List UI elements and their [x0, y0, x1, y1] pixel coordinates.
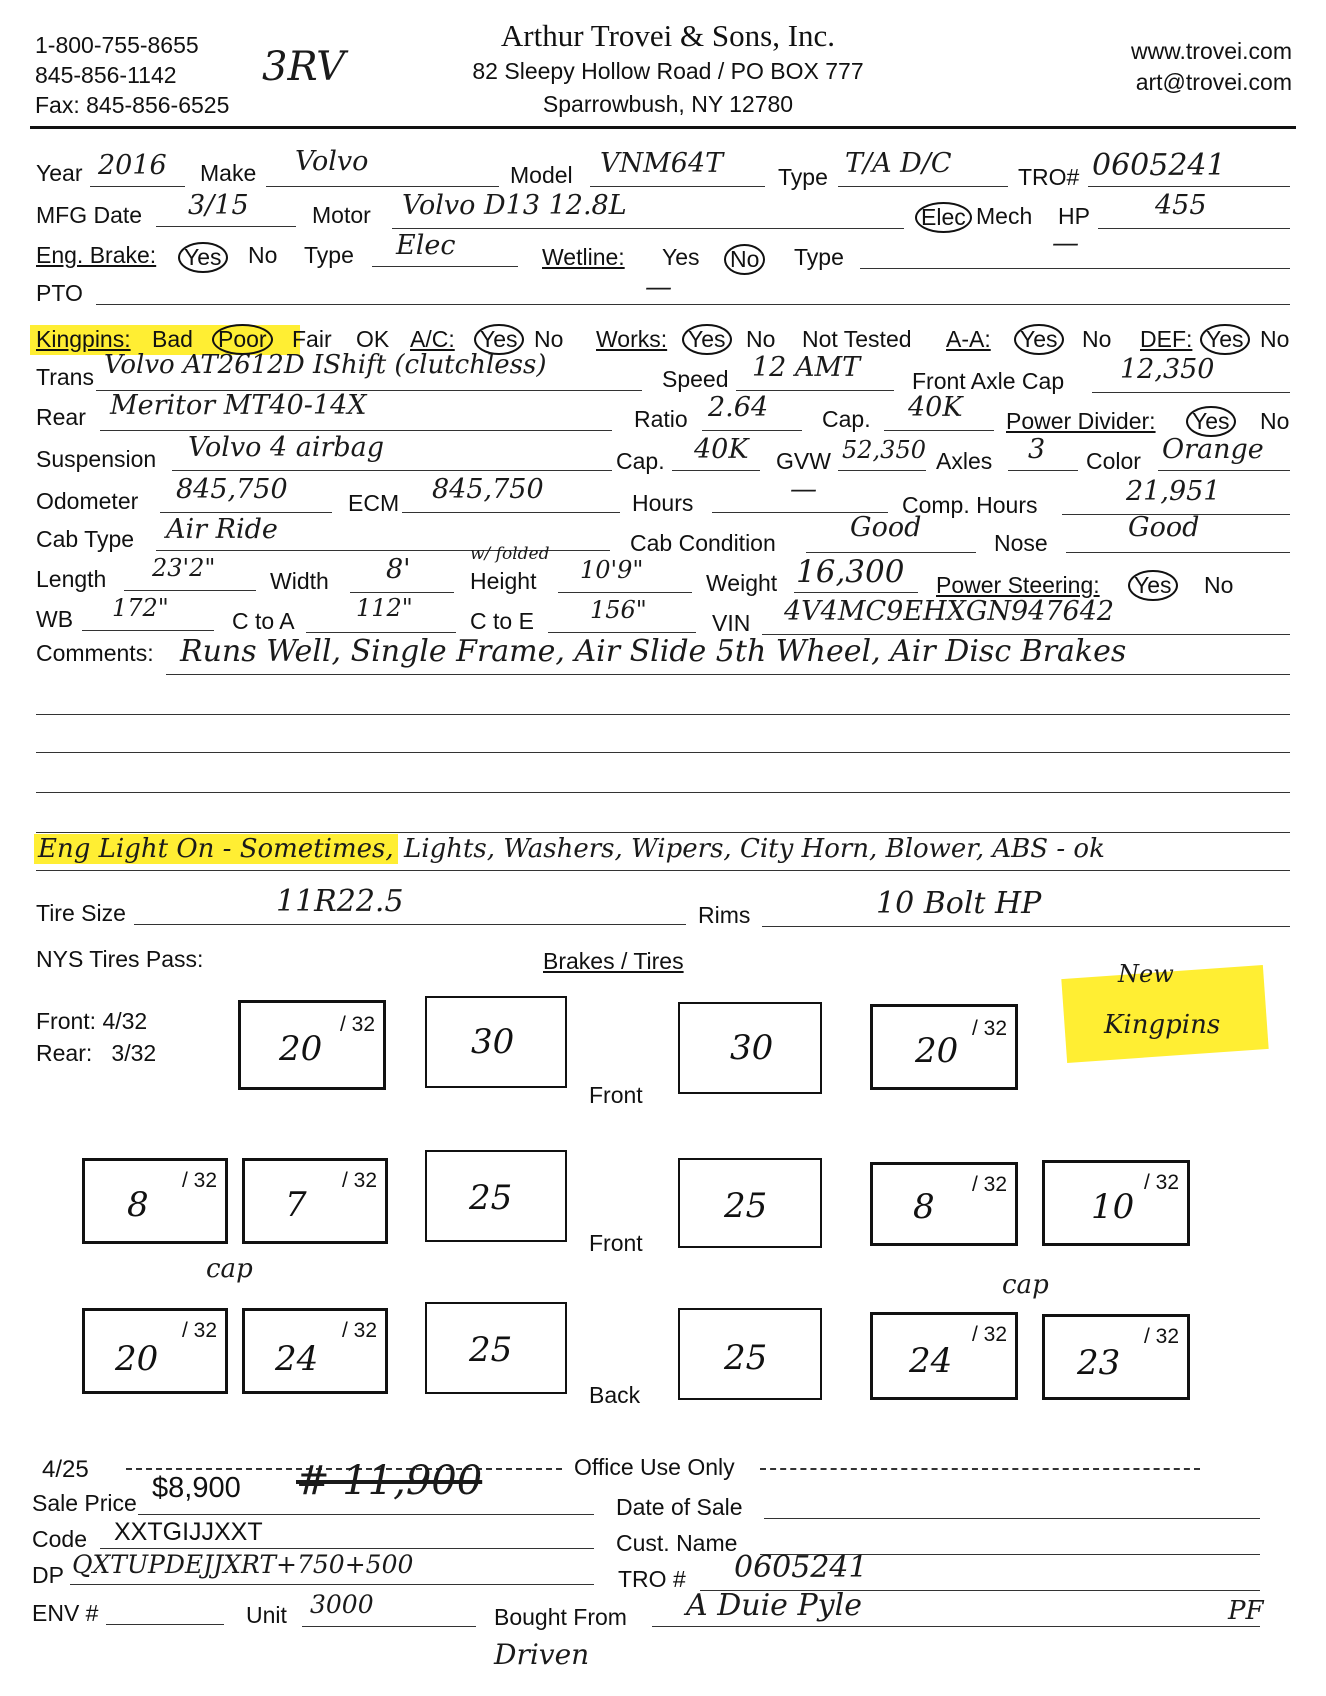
brake-box-drive1-right	[678, 1158, 822, 1248]
sale-date-note: 4/25	[42, 1456, 89, 1483]
brake-lining-value: 30	[730, 1028, 774, 1068]
label-vin: VIN	[712, 610, 751, 636]
label-type: Type	[778, 164, 828, 190]
tire-tread-value: 7	[285, 1185, 307, 1225]
option-mech: Mech	[976, 203, 1033, 229]
label-cab-type: Cab Type	[36, 526, 135, 552]
notes-highlighted: Eng Light On - Sometimes,	[34, 834, 398, 864]
tire-tread-value: 24	[275, 1339, 319, 1379]
value-type: T/A D/C	[845, 148, 952, 179]
height-note: w/ folded	[470, 544, 550, 564]
works-not-tested: Not Tested	[802, 326, 912, 352]
label-tro: TRO#	[1018, 164, 1080, 190]
kingpins-poor-selected: Poor	[212, 324, 273, 355]
label-comments: Comments:	[36, 640, 154, 666]
value-initials: PF	[1228, 1596, 1264, 1626]
def-yes-selected: Yes	[1200, 324, 1250, 355]
label-tro-office: TRO #	[618, 1566, 686, 1592]
wetline-no-selected: No	[724, 244, 765, 275]
label-rear: Rear	[36, 404, 86, 430]
label-date-of-sale: Date of Sale	[616, 1494, 743, 1520]
handwritten-tag: 3RV	[262, 44, 346, 90]
value-speed: 12 AMT	[752, 352, 861, 383]
value-ecm: 845,750	[432, 474, 544, 505]
value-axles: 3	[1028, 434, 1046, 465]
label-bought-from: Bought From	[494, 1604, 627, 1630]
value-model: VNM64T	[600, 148, 724, 179]
label-length: Length	[36, 566, 107, 592]
label-comp-hours: Comp. Hours	[902, 492, 1038, 518]
company-name: Arthur Trovei & Sons, Inc.	[500, 18, 836, 53]
value-pto: —	[645, 272, 672, 303]
value-sale-price-struck: # 11,900	[296, 1458, 483, 1504]
tire-box-drive2-right-inner	[870, 1312, 1018, 1400]
label-nose: Nose	[994, 530, 1048, 556]
tire-box-front-right	[870, 1004, 1018, 1090]
per32-label: / 32	[339, 1013, 375, 1036]
label-rear-cap: Cap.	[822, 406, 871, 432]
tire-box-front-left	[238, 1000, 386, 1090]
label-year: Year	[36, 160, 83, 186]
label-c-to-e: C to E	[470, 608, 534, 634]
label-eng-brake-type: Type	[304, 242, 354, 268]
value-weight: 16,300	[796, 554, 905, 590]
value-rear-cap: 40K	[908, 392, 963, 423]
label-dp: DP	[32, 1562, 64, 1588]
tire-tread-value: 23	[1077, 1343, 1121, 1383]
value-tire-size: 11R22.5	[276, 884, 404, 919]
label-back-axle: Back	[589, 1382, 641, 1408]
email-link[interactable]: art@trovei.com	[1135, 69, 1292, 95]
value-odometer: 845,750	[176, 474, 288, 505]
label-sale-price: Sale Price	[32, 1490, 137, 1516]
power-steering-no: No	[1204, 572, 1234, 598]
tire-tread-value: 8	[127, 1185, 149, 1225]
works-no: No	[746, 326, 776, 352]
value-year: 2016	[98, 150, 167, 181]
per32-label: / 32	[971, 1323, 1007, 1346]
brake-lining-value: 25	[724, 1338, 768, 1378]
value-comp-hours: 21,951	[1126, 476, 1221, 507]
office-divider-right	[760, 1468, 1200, 1470]
per32-label: / 32	[1143, 1325, 1179, 1348]
brake-lining-value: 30	[471, 1022, 515, 1062]
tire-box-drive1-left-inner	[242, 1158, 388, 1244]
label-susp-cap: Cap.	[616, 448, 665, 474]
per32-label: / 32	[181, 1169, 217, 1192]
def-no: No	[1260, 326, 1290, 352]
value-sale-price: $8,900	[152, 1472, 241, 1504]
power-steering-yes-selected: Yes	[1128, 570, 1178, 601]
per32-label: / 32	[341, 1319, 377, 1342]
value-trans: Volvo AT2612D IShift (clutchless)	[104, 350, 547, 380]
value-dp: QXTUPDEJJXRT+750+500	[72, 1550, 414, 1579]
value-susp-cap: 40K	[694, 434, 749, 465]
value-bought-from: A Duie Pyle	[686, 1588, 862, 1623]
value-c-to-e: 156"	[590, 596, 647, 624]
aa-no: No	[1082, 326, 1112, 352]
value-c-to-a: 112"	[356, 594, 413, 622]
value-front-axle-cap: 12,350	[1120, 354, 1215, 385]
label-width: Width	[270, 568, 329, 594]
address-line-2: Sparrowbush, NY 12780	[542, 91, 794, 117]
eng-brake-no: No	[248, 242, 278, 268]
front-tread-requirement: Front: 4/32	[36, 1008, 148, 1034]
label-tire-size: Tire Size	[36, 900, 126, 926]
phone-secondary: 845-856-1142	[35, 62, 177, 88]
label-make: Make	[200, 160, 257, 186]
tire-tread-value: 20	[279, 1029, 323, 1069]
website-link[interactable]: www.trovei.com	[1130, 38, 1292, 64]
label-brakes-tires: Brakes / Tires	[543, 948, 684, 974]
label-odometer: Odometer	[36, 488, 139, 514]
label-hp: HP	[1058, 203, 1090, 229]
label-mfg-date: MFG Date	[36, 202, 143, 228]
per32-label: / 32	[181, 1319, 217, 1342]
label-gvw: GVW	[776, 448, 831, 474]
brake-box-drive2-right	[678, 1308, 822, 1400]
tire-tread-value: 20	[915, 1031, 959, 1071]
label-c-to-a: C to A	[232, 608, 295, 634]
tire-box-drive1-right-inner	[870, 1162, 1018, 1246]
brake-lining-value: 25	[469, 1178, 513, 1218]
side-note-new: New	[1118, 960, 1174, 988]
fax-number: Fax: 845-856-6525	[35, 92, 230, 118]
rear-tread-requirement: Rear: 3/32	[36, 1040, 157, 1066]
value-hp: 455	[1155, 190, 1207, 221]
brake-box-front-right	[678, 1002, 822, 1094]
kingpins-bad: Bad	[152, 326, 193, 352]
per32-label: / 32	[1143, 1171, 1179, 1194]
tire-tread-value: 24	[909, 1341, 953, 1381]
value-gvw: 52,350	[842, 436, 926, 464]
value-ratio: 2.64	[708, 392, 769, 423]
notes-rest: Lights, Washers, Wipers, City Horn, Blower, ABS - ok	[404, 834, 1105, 864]
label-cust-name: Cust. Name	[616, 1530, 738, 1556]
value-color: Orange	[1162, 434, 1264, 465]
label-ratio: Ratio	[634, 406, 688, 432]
cap-note-right: cap	[1002, 1270, 1049, 1300]
side-note-kingpins: Kingpins	[1104, 1010, 1221, 1040]
brake-box-drive2-left	[425, 1302, 567, 1394]
label-front-axle-2: Front	[589, 1230, 643, 1256]
label-cab-condition: Cab Condition	[630, 530, 776, 556]
label-eng-brake: Eng. Brake:	[36, 242, 157, 268]
label-height: Height	[470, 568, 537, 594]
value-code: XXTGIJJXXT	[114, 1518, 263, 1546]
value-suspension: Volvo 4 airbag	[188, 432, 385, 463]
value-tro: 0605241	[1092, 148, 1226, 183]
value-tro-office: 0605241	[734, 1550, 868, 1585]
power-divider-no: No	[1260, 408, 1290, 434]
label-motor: Motor	[312, 202, 371, 228]
tire-box-drive2-right-outer	[1042, 1314, 1190, 1400]
brake-box-front-left	[425, 996, 567, 1088]
label-nys-tires-pass: NYS Tires Pass:	[36, 946, 204, 972]
value-rims: 10 Bolt HP	[876, 886, 1042, 921]
label-wb: WB	[36, 606, 74, 632]
value-make: Volvo	[295, 146, 369, 177]
label-rims: Rims	[698, 902, 751, 928]
brake-box-drive1-left	[425, 1150, 567, 1242]
label-wetline-type: Type	[794, 244, 844, 270]
label-aa: A-A:	[946, 326, 991, 352]
power-divider-yes-selected: Yes	[1186, 406, 1236, 437]
label-trans: Trans	[36, 364, 94, 390]
eng-brake-yes-selected: Yes	[178, 242, 228, 273]
option-elec-selected: Elec	[915, 202, 972, 233]
tire-tread-value: 8	[913, 1187, 935, 1227]
label-ecm: ECM	[348, 490, 400, 516]
value-comments: Runs Well, Single Frame, Air Slide 5th Wheel, Air Disc Brakes	[180, 634, 1127, 669]
address-line-1: 82 Sleepy Hollow Road / PO BOX 777	[472, 58, 864, 84]
value-cab-type: Air Ride	[166, 514, 278, 545]
brake-lining-value: 25	[469, 1330, 513, 1370]
label-suspension: Suspension	[36, 446, 157, 472]
value-vin: 4V4MC9EHXGN947642	[784, 596, 1115, 627]
value-unit: 3000	[310, 1590, 374, 1619]
per32-label: / 32	[971, 1017, 1007, 1040]
label-code: Code	[32, 1526, 87, 1552]
works-yes-selected: Yes	[682, 324, 732, 355]
label-office-use-only: Office Use Only	[574, 1454, 735, 1480]
ac-no: No	[534, 326, 564, 352]
kingpins-ok: OK	[356, 326, 390, 352]
wetline-yes: Yes	[662, 244, 700, 270]
label-env: ENV #	[32, 1600, 99, 1626]
label-ac: A/C:	[410, 326, 455, 352]
value-nose: Good	[1128, 512, 1200, 543]
aa-yes-selected: Yes	[1014, 324, 1064, 355]
kingpins-fair: Fair	[292, 326, 332, 352]
label-unit: Unit	[246, 1602, 287, 1628]
label-speed: Speed	[662, 366, 729, 392]
value-wb: 172"	[112, 594, 169, 622]
tire-box-drive2-left-inner	[242, 1308, 388, 1394]
value-motor: Volvo D13 12.8L	[402, 190, 627, 221]
tire-box-drive1-left-outer	[82, 1158, 228, 1244]
label-hours: Hours	[632, 490, 694, 516]
label-kingpins: Kingpins:	[36, 326, 131, 352]
header-divider	[30, 126, 1296, 129]
label-model: Model	[510, 162, 573, 188]
value-driven-note: Driven	[494, 1638, 590, 1671]
phone-primary: 1-800-755-8655	[35, 32, 199, 58]
per32-label: / 32	[971, 1173, 1007, 1196]
value-length: 23'2"	[152, 554, 216, 582]
ac-yes-selected: Yes	[474, 324, 524, 355]
label-color: Color	[1086, 448, 1141, 474]
label-works: Works:	[596, 326, 668, 352]
label-wetline: Wetline:	[542, 244, 625, 270]
cap-note-left: cap	[206, 1254, 253, 1284]
value-eng-brake-type: Elec	[396, 230, 456, 261]
tire-tread-value: 10	[1091, 1187, 1135, 1227]
label-power-steering: Power Steering:	[936, 572, 1100, 598]
value-width: 8'	[386, 554, 411, 585]
label-def: DEF:	[1140, 326, 1193, 352]
value-hours: —	[790, 474, 817, 505]
label-power-divider: Power Divider:	[1006, 408, 1156, 434]
tire-tread-value: 20	[115, 1339, 159, 1379]
label-weight: Weight	[706, 570, 778, 596]
value-height: 10'9"	[580, 556, 644, 584]
tire-box-drive1-right-outer	[1042, 1160, 1190, 1246]
value-wetline-type: —	[1052, 228, 1079, 259]
value-mfg-date: 3/15	[188, 190, 249, 221]
tire-box-drive2-left-outer	[82, 1308, 228, 1394]
label-axles: Axles	[936, 448, 993, 474]
value-rear: Meritor MT40-14X	[110, 390, 367, 421]
brake-lining-value: 25	[724, 1186, 768, 1226]
label-pto: PTO	[36, 280, 83, 306]
per32-label: / 32	[341, 1169, 377, 1192]
label-front-axle-1: Front	[589, 1082, 643, 1108]
label-front-axle-cap: Front Axle Cap	[912, 368, 1065, 394]
value-cab-condition: Good	[850, 512, 922, 543]
